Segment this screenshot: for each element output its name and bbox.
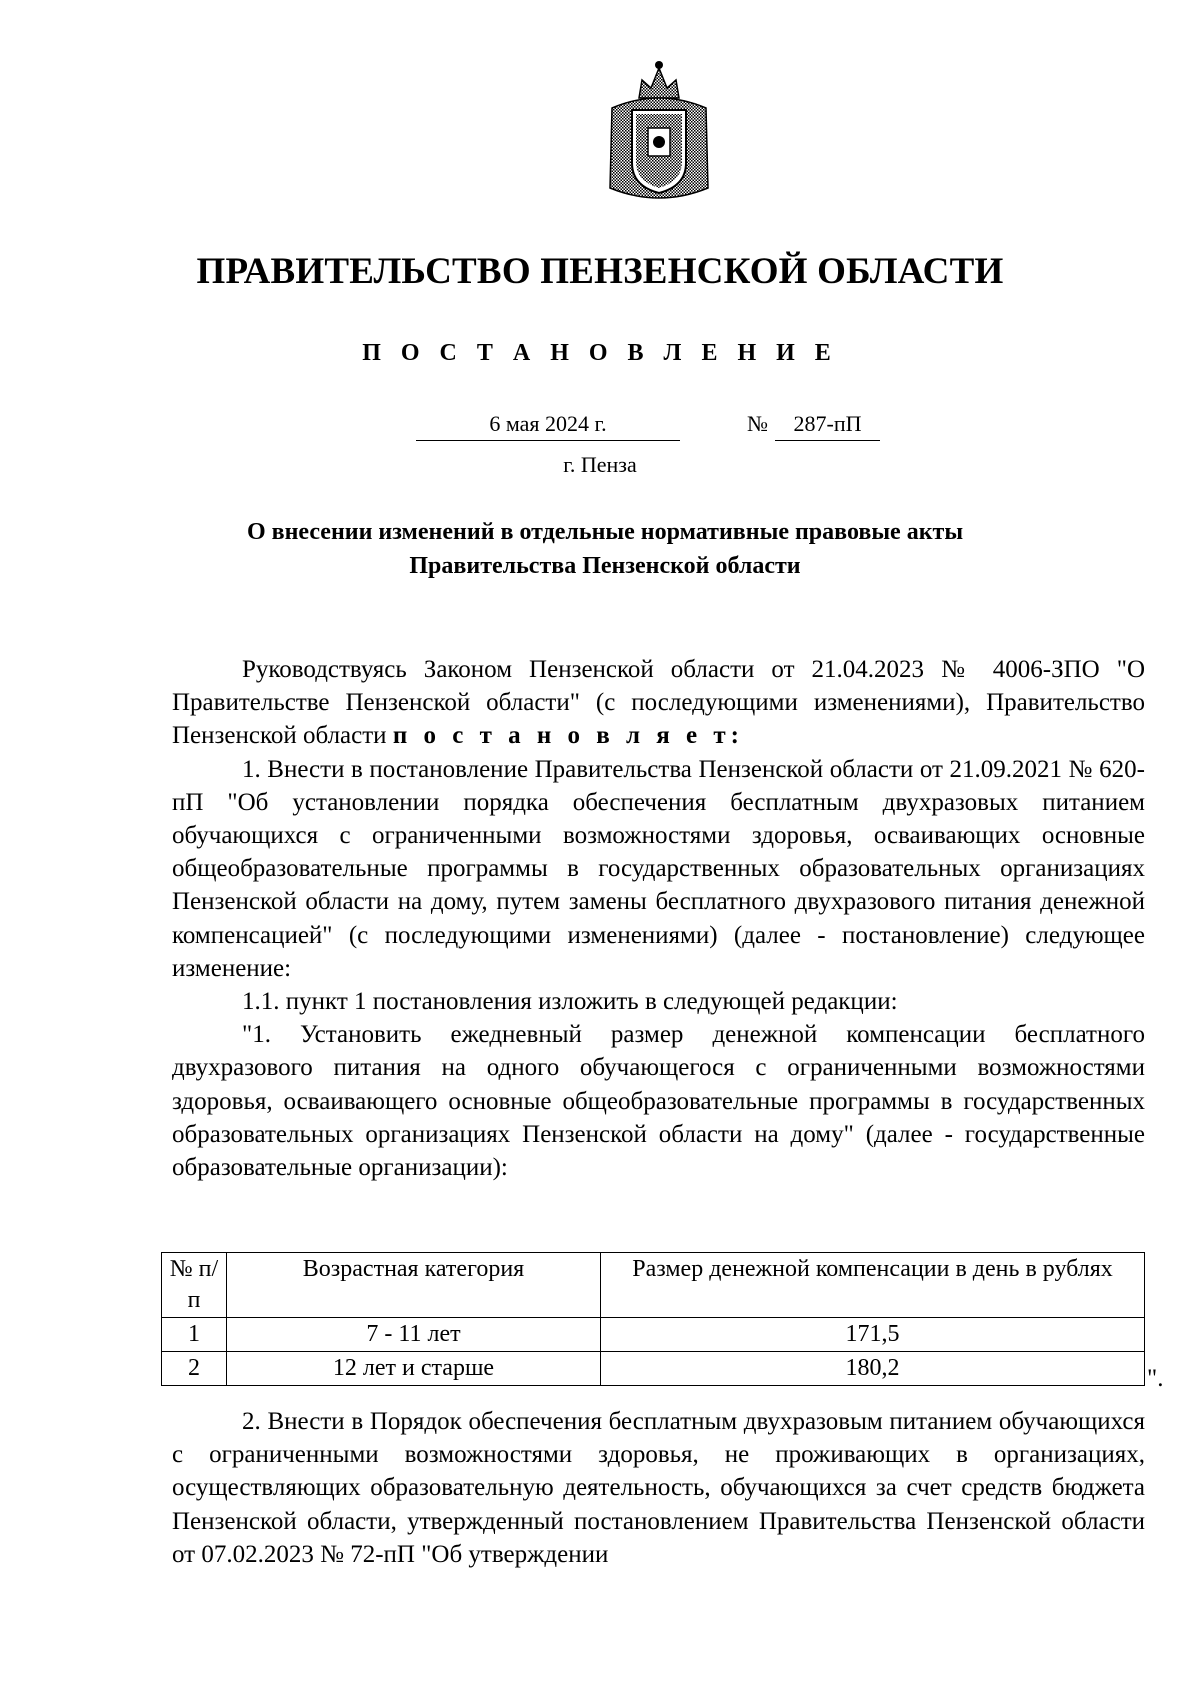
- table-header-row: [162, 1253, 1145, 1318]
- paragraph-item-2: 2. Внести в Порядок обеспечения бесплатным двухразовым питанием обучающихся с ограниченными возможностями здоровья, не проживающих в организациях, осуществляющих образовательную деятельность, обучающихся за счет средств бюджета Пензенской области, утвержденный постановлением Правительства Пензенской области от 07.02.2023 № 72-пП "Об утверждении: [172, 1408, 1145, 1568]
- table-row: [162, 1352, 1145, 1386]
- paragraph-quote: "1. Установить ежедневный размер денежной компенсации бесплатного двухразового питания на одного обучающегося с ограниченными возможностями здоровья, осваивающего основные общеобразовательные программы в государственных образовательных организациях Пензенской области на дому" (далее - государственные образовательные организации):: [172, 1021, 1145, 1182]
- quote-close: ".: [1147, 1365, 1164, 1392]
- table-cell: 1: [162, 1318, 227, 1352]
- table-header-number: № п/п: [162, 1253, 227, 1318]
- paragraph-preamble: [172, 653, 1145, 753]
- table-header-age: Возрастная категория: [227, 1253, 601, 1318]
- paragraph-item-1-1: 1.1. пункт 1 постановления изложить в следующей редакции:: [242, 988, 898, 1016]
- table-cell: 7 - 11 лет: [227, 1318, 601, 1352]
- table-cell: 12 лет и старше: [227, 1352, 601, 1386]
- government-title: ПРАВИТЕЛЬСТВО ПЕНЗЕНСКОЙ ОБЛАСТИ: [196, 251, 1004, 292]
- table-cell: 171,5: [601, 1318, 1145, 1352]
- table-row: [162, 1318, 1145, 1352]
- document-body: [172, 653, 1145, 1184]
- document-date: 6 мая 2024 г.: [416, 410, 680, 441]
- document-number: 287-пП: [775, 410, 880, 441]
- document-city: г. Пенза: [563, 452, 637, 477]
- preamble-text: Руководствуясь Законом Пензенской области от 21.04.2023 № 4006-ЗПО "О Правительстве Пензенской области" (с последующими изменениями), Правительство Пензенской области: [172, 656, 1145, 750]
- paragraph-item-1: 1. Внести в постановление Правительства Пензенской области от 21.09.2021 № 620-пП "Об установлении порядка обеспечения бесплатным двухразовых питанием обучающихся с ограниченными возможностями здоровья, осваивающих основные общеобразовательные программы в государственных образовательных организациях Пензенской области на дому, путем замены бесплатного двухразового питания денежной компенсацией" (с последующими изменениями) (далее - постановление) следующее изменение:: [172, 755, 1145, 982]
- subject-line-1: О внесении изменений в отдельные нормативные правовые акты: [246, 519, 964, 545]
- subject-line-2: Правительства Пензенской области: [409, 553, 801, 579]
- table-header-amount: Размер денежной компенсации в день в рублях: [601, 1253, 1145, 1318]
- table-cell: 180,2: [601, 1352, 1145, 1386]
- number-sign: №: [747, 411, 768, 436]
- resolves-word: п о с т а н о в л я е т:: [392, 722, 745, 750]
- table-cell: 2: [162, 1352, 227, 1386]
- document-body-continued: [172, 1405, 1145, 1571]
- coat-of-arms-emblem-icon: [604, 58, 714, 208]
- document-subject: [160, 515, 1050, 583]
- document-type: П О С Т А Н О В Л Е Н И Е: [362, 340, 838, 366]
- compensation-table: [161, 1252, 1145, 1386]
